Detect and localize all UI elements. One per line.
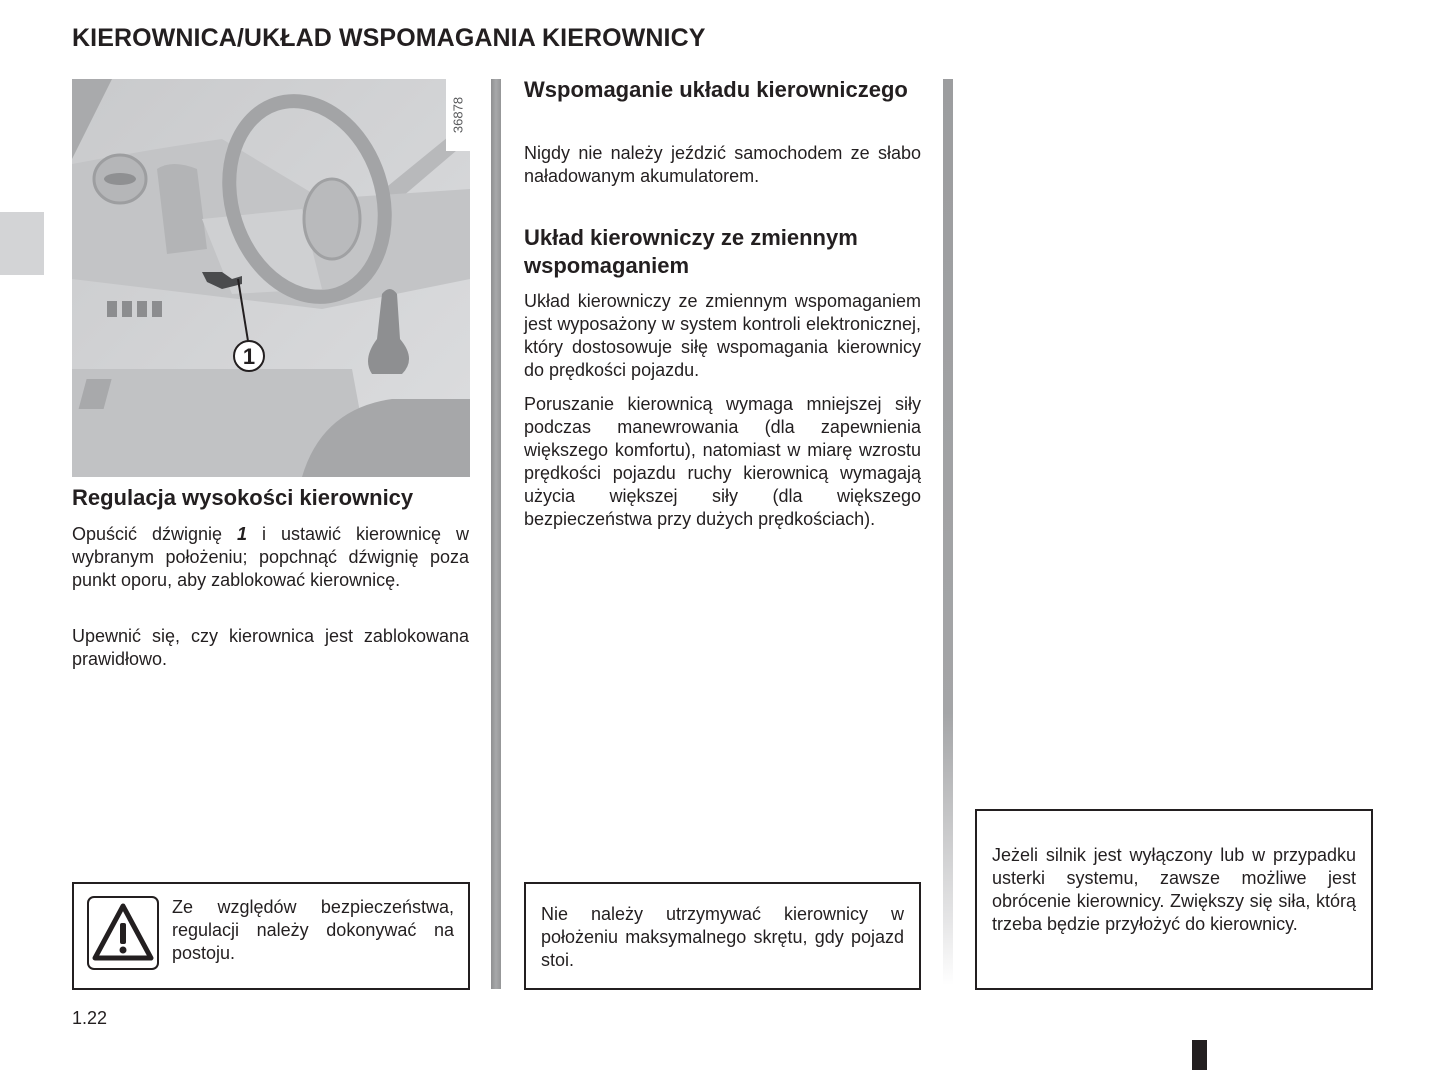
note-box <box>524 882 921 990</box>
note-text: Nie należy utrzymywać kierownicy w położeniu maksymalnego skrętu, gdy pojazd stoi. <box>541 904 904 970</box>
figure-id <box>446 79 470 151</box>
paragraph-variable-assist-behaviour: Poruszanie kierownicą wymaga mniejszej siły podczas manewrowania (dla zapewnienia większego komfortu), natomiast w miarę wzrostu prędkości pojazdu ruchy kierownicą wymagają użycia większej siły (dla większego bezpieczeństwa przy dużych prędkościach). <box>524 394 921 529</box>
paragraph-height-adjustment <box>72 523 469 592</box>
page-number: 1.22 <box>72 1008 108 1028</box>
section-heading-height-adjustment: Regulacja wysokości kierownicy <box>72 485 414 510</box>
paragraph-battery: Nigdy nie należy jeździć samochodem ze słabo naładowanym akumulatorem. <box>524 143 921 186</box>
figure-id-label: 36878 <box>450 96 466 134</box>
page-title: KIEROWNICA/UKŁAD WSPOMAGANIA KIEROWNICY <box>72 24 706 52</box>
column-divider <box>491 79 501 989</box>
warning-triangle-icon <box>87 896 159 970</box>
steering-wheel-figure <box>72 79 470 477</box>
thumb-index-marker <box>1192 1040 1207 1070</box>
chapter-tab <box>0 212 44 275</box>
section-heading-variable-assist: Układ kierowniczy ze zmiennym wspomaganiem <box>524 225 858 278</box>
section-heading-power-steering: Wspomaganie układu kierowniczego <box>524 77 908 102</box>
column-divider <box>943 79 953 985</box>
note-text: Jeżeli silnik jest wyłączony lub w przypadku usterki systemu, zawsze możliwe jest obrócenie kierownicy. Zwiększy się siła, którą trzeba będzie przyłożyć do kierownicy. <box>992 845 1356 934</box>
callout-label: 1 <box>242 344 256 369</box>
warning-text: Ze względów bezpieczeństwa, regulacji należy dokonywać na postoju. <box>172 897 454 963</box>
warning-box <box>72 882 470 990</box>
paragraph-variable-assist-system: Układ kierowniczy ze zmiennym wspomaganiem jest wyposażony w system kontroli elektronicznej, który dostosowuje siłę wspomagania kierownicy do prędkości pojazdu. <box>524 291 921 380</box>
note-box <box>975 809 1373 990</box>
lever-reference: 1 <box>237 524 248 544</box>
steering-wheel-illustration-icon <box>72 79 470 477</box>
paragraph-lock-check: Upewnić się, czy kierownica jest zablokowana prawidłowo. <box>72 626 469 669</box>
text-segment: i ustawić kierownicę w wybranym położeniu; popchnąć dźwignię poza punkt oporu, aby zablokować kierownicę. <box>72 524 469 590</box>
text-segment: Opuścić dźwignię <box>72 524 238 544</box>
